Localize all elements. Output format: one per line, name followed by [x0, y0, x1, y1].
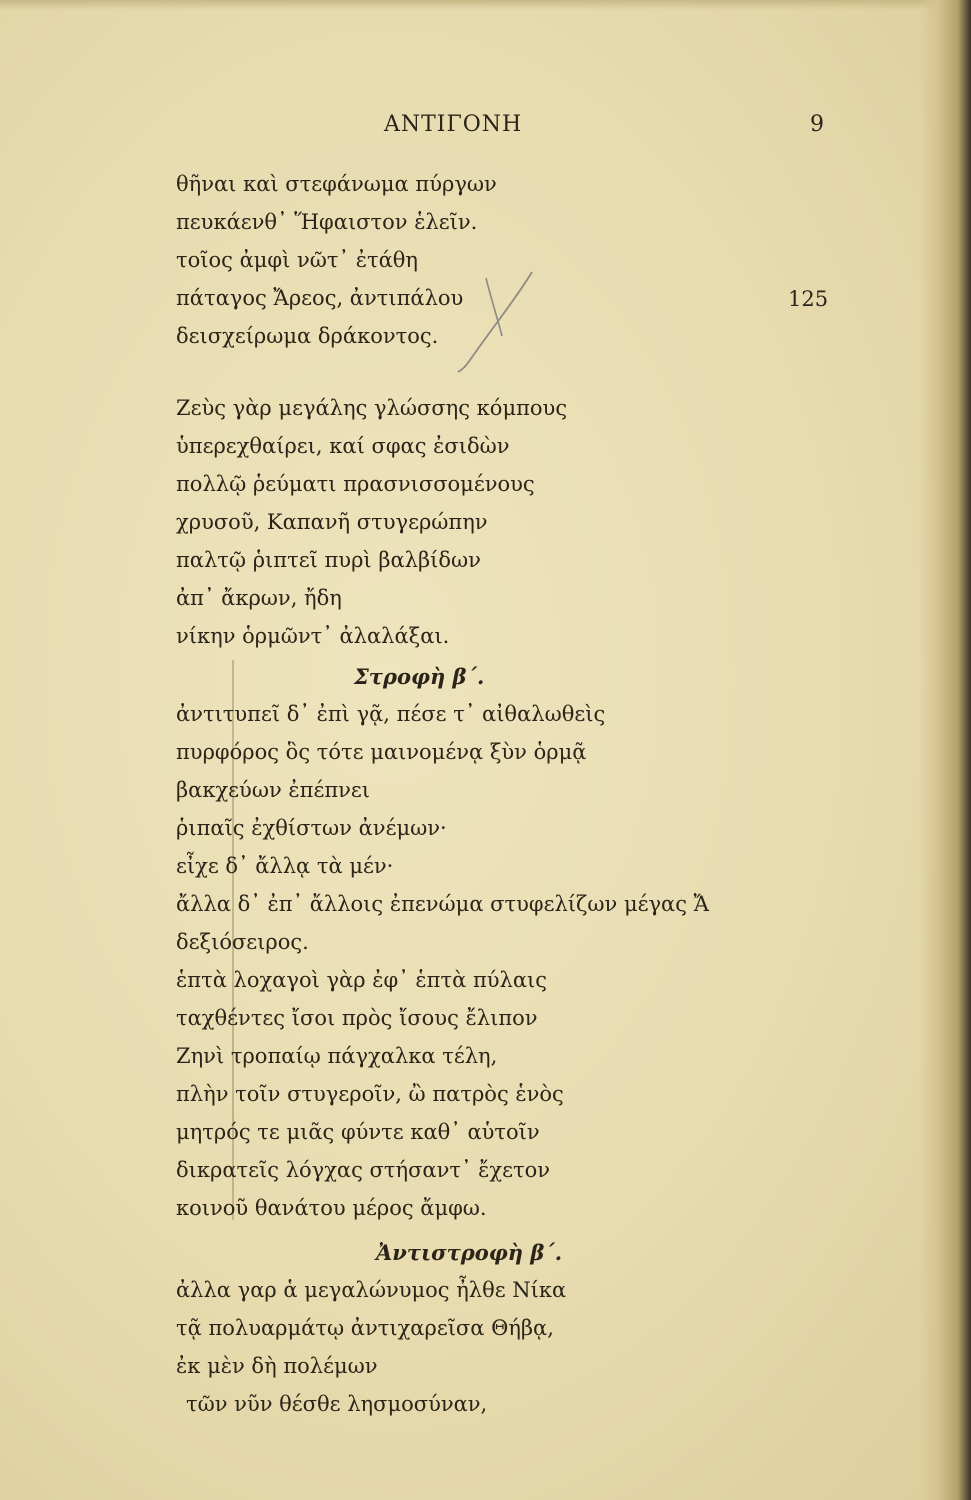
verse-line-number: 125: [788, 287, 829, 311]
verse-line: μητρός τε μιᾶς φύντε καθ᾽ αὑτοῖν: [176, 1120, 540, 1144]
verse-line: δεισχείρωμα δράκοντος.: [176, 324, 439, 348]
verse-line: ταχθέντες ἴσοι πρὸς ἴσους ἔλιπον: [176, 1006, 538, 1030]
verse-line: ἀπ᾽ ἄκρων, ἤδη: [176, 586, 342, 610]
verse-line: βακχεύων ἐπέπνει: [176, 778, 371, 802]
verse-line: ἀλλα γαρ ἁ μεγαλώνυμος ἦλθε Νίκα: [176, 1278, 567, 1302]
verse-line: Ζεὺς γὰρ μεγάλης γλώσσης κόμπους: [176, 396, 568, 420]
verse-line: Ζηνὶ τροπαίῳ πάγχαλκα τέλη,: [176, 1044, 498, 1068]
verse-line: ῥιπαῖς ἐχθίστων ἀνέμων·: [176, 816, 447, 840]
verse-line: τοῖος ἀμφὶ νῶτ᾽ ἐτάθη: [176, 248, 418, 272]
verse-line: τᾷ πολυαρμάτῳ ἀντιχαρεῖσα Θήβᾳ,: [176, 1316, 554, 1340]
verse-line: πυρφόρος ὃς τότε μαινομένᾳ ξὺν ὁρμᾷ: [176, 740, 587, 764]
verse-line: θῆναι καὶ στεφάνωμα πύργων: [176, 172, 497, 196]
verse-line: δεξιόσειρος.: [176, 930, 309, 954]
verse-line: πευκάενθ᾽ Ἥφαιστον ἑλεῖν.: [176, 210, 478, 234]
page-top-edge: [0, 0, 971, 10]
heading-antistrophe: Ἀντιστροφὴ β΄.: [376, 1240, 563, 1265]
verse-line: κοινοῦ θανάτου μέρος ἄμφω.: [176, 1196, 487, 1220]
page-number: 9: [810, 112, 824, 137]
verse-line: πολλῷ ῥεύματι πρασνισσομένους: [176, 472, 535, 496]
verse-line: ἄλλα δ᾽ ἐπ᾽ ἄλλοις ἐπενώμα στυφελίζων μέγας Ἄ: [176, 892, 710, 916]
heading-strophe: Στροφὴ β΄.: [354, 664, 485, 689]
verse-line: τῶν νῦν θέσθε λησμοσύναν,: [186, 1392, 488, 1416]
verse-line: πάταγος Ἄρεος, ἀντιπάλου: [176, 286, 464, 310]
verse-line: εἶχε δ᾽ ἄλλᾳ τὰ μέν·: [176, 854, 394, 878]
verse-line: πλὴν τοῖν στυγεροῖν, ὢ πατρὸς ἑνὸς: [176, 1082, 564, 1106]
verse-line: χρυσοῦ, Καπανῆ στυγερώπην: [176, 510, 488, 534]
verse-line: παλτῷ ῥιπτεῖ πυρὶ βαλβίδων: [176, 548, 481, 572]
verse-line: νίκην ὁρμῶντ᾽ ἀλαλάξαι.: [176, 624, 450, 648]
page-right-edge: [919, 0, 971, 1500]
verse-line: ἐκ μὲν δὴ πολέμων: [176, 1354, 378, 1378]
verse-line: ὑπερεχθαίρει, καί σφας ἐσιδὼν: [176, 434, 510, 458]
running-header-title: ΑΝΤΙΓΟΝΗ: [384, 112, 523, 137]
verse-line: δικρατεῖς λόγχας στήσαντ᾽ ἔχετον: [176, 1158, 551, 1182]
verse-line: ἑπτὰ λοχαγοὶ γὰρ ἐφ᾽ ἑπτὰ πύλαις: [176, 968, 548, 992]
verse-line: ἀντιτυπεῖ δ᾽ ἐπὶ γᾷ, πέσε τ᾽ αἰθαλωθεὶς: [176, 702, 606, 726]
pencil-check-mark: [440, 262, 540, 382]
